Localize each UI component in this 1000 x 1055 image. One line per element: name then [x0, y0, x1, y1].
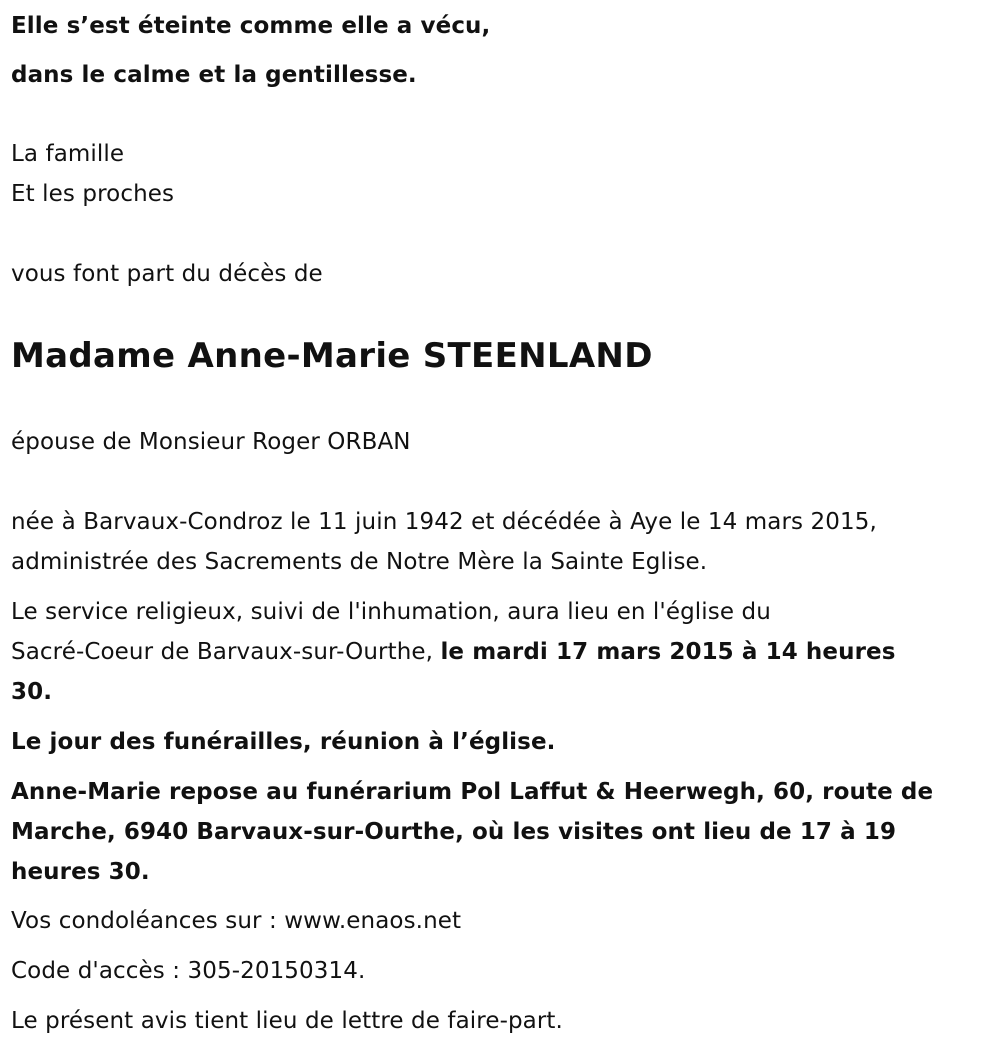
repose-line-2: Marche, 6940 Barvaux-sur-Ourthe, où les visites ont lieu de 17 à 19 — [11, 819, 897, 845]
repose-line-3: heures 30. — [11, 859, 150, 885]
intro-line-1: Elle s’est éteinte comme elle a vécu, — [11, 13, 491, 39]
repose-line-1: Anne-Marie repose au funérarium Pol Laffut & Heerwegh, 60, route de — [11, 779, 934, 805]
birth-death-line-1: née à Barvaux-Condroz le 11 juin 1942 et décédée à Aye le 14 mars 2015, — [11, 509, 877, 535]
notice-line: Le présent avis tient lieu de lettre de faire-part. — [11, 1008, 563, 1034]
spouse-line: épouse de Monsieur Roger ORBAN — [11, 429, 411, 455]
service-location: Sacré-Coeur de Barvaux-sur-Ourthe, — [11, 639, 441, 665]
family-line-1: La famille — [11, 141, 125, 167]
access-code-line: Code d'accès : 305-20150314. — [11, 958, 366, 984]
service-date: le mardi 17 mars 2015 à 14 heures — [440, 639, 896, 665]
service-line-3: 30. — [11, 679, 53, 705]
intro-line-2: dans le calme et la gentillesse. — [11, 62, 417, 88]
announcement: vous font part du décès de — [11, 261, 323, 287]
birth-death-line-2: administrée des Sacrements de Notre Mère la Sainte Eglise. — [11, 549, 708, 575]
deceased-name: Madame Anne-Marie STEENLAND — [11, 336, 653, 376]
service-line-1: Le service religieux, suivi de l'inhumation, aura lieu en l'église du — [11, 599, 771, 625]
meeting-line: Le jour des funérailles, réunion à l’église. — [11, 729, 556, 755]
service-line-2 — [11, 632, 896, 672]
condolences-line: Vos condoléances sur : www.enaos.net — [11, 908, 462, 934]
family-line-2: Et les proches — [11, 181, 175, 207]
